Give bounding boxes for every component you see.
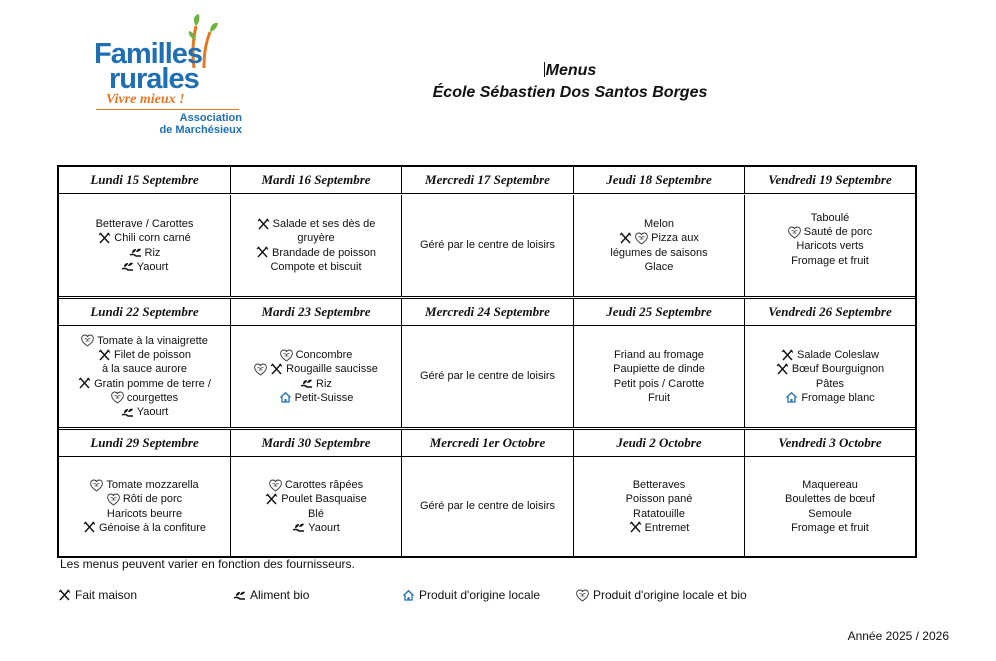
day-header: Jeudi 2 Octobre [574, 430, 745, 456]
menu-item: Gratin pomme de terre / [78, 377, 211, 391]
menu-item: légumes de saisons [610, 246, 708, 259]
supplier-note: Les menus peuvent varier en fonction des fournisseurs. [60, 557, 355, 571]
menu-item: Concombre [280, 348, 353, 362]
menu-item: Yaourt [292, 521, 340, 535]
fait-maison-icon [629, 521, 642, 534]
menu-item: Maquereau [802, 479, 858, 492]
menu-cell [574, 457, 745, 556]
menu-table [57, 165, 917, 558]
menu-cell [574, 195, 745, 296]
locale-bio-icon [90, 479, 103, 492]
day-header: Vendredi 3 Octobre [778, 435, 882, 450]
day-header: Mercredi 17 Septembre [402, 167, 574, 193]
fait-maison-icon [619, 232, 632, 245]
locale-icon [402, 589, 415, 602]
menu-item: Sauté de porc [788, 225, 873, 239]
bio-icon [129, 246, 142, 259]
menu-item: Melon [644, 218, 674, 231]
menu-item: Pizza aux [619, 231, 699, 245]
menu-item: Brandade de poisson [256, 246, 376, 260]
menu-item: Carottes râpées [269, 478, 363, 492]
logo-association [122, 112, 242, 136]
menu-cell [59, 457, 231, 556]
locale-bio-icon [254, 363, 267, 376]
locale-bio-icon [576, 589, 589, 602]
menu-item: Blé [308, 507, 324, 520]
week-2-menu-row [59, 326, 915, 428]
locale-bio-icon [269, 479, 282, 492]
fait-maison-icon [270, 363, 283, 376]
menu-item: Riz [300, 377, 332, 391]
menu-item: Filet de poisson [98, 348, 191, 362]
menu-item: Riz [129, 246, 161, 260]
menu-cell [402, 326, 574, 427]
menu-item: Entremet [629, 521, 690, 535]
fait-maison-icon [265, 493, 278, 506]
menu-cell [402, 457, 574, 556]
menu-item: Taboulé [810, 212, 850, 224]
logo-divider [96, 109, 239, 110]
fait-maison-icon [257, 218, 270, 231]
menu-item: Tomate mozzarella [90, 478, 198, 492]
day-header: Jeudi 25 Septembre [574, 299, 745, 325]
school-year: Année 2025 / 2026 [847, 629, 949, 643]
menu-cell [59, 195, 231, 296]
fait-maison-icon [98, 232, 111, 245]
menu-item: gruyère [297, 232, 335, 245]
menu-item: Ratatouille [633, 507, 685, 520]
text-cursor [544, 62, 545, 77]
legend-locale [402, 588, 540, 602]
legend-fait-maison [58, 588, 137, 602]
menu-item: Semoule [808, 507, 852, 520]
fait-maison-icon [83, 521, 96, 534]
association-logo [92, 12, 252, 140]
legend-label: Fait maison [75, 588, 138, 602]
menu-cell [745, 195, 915, 296]
bio-icon [292, 521, 305, 534]
menu-item: Betteraves [632, 479, 686, 492]
logo-word-familles: Familles [94, 38, 203, 70]
menu-item: Géré par le centre de loisirs [419, 370, 556, 383]
locale-icon [279, 391, 292, 404]
locale-bio-icon [788, 226, 801, 239]
bio-icon [121, 406, 134, 419]
title-school: École Sébastien Dos Santos Borges [432, 84, 708, 101]
week-1-header-row [59, 167, 915, 194]
menu-item: Génoise à la confiture [83, 521, 206, 535]
menu-item: courgettes [111, 391, 178, 405]
day-header: Lundi 29 Septembre [59, 430, 231, 456]
legend-label: Aliment bio [250, 588, 310, 602]
locale-bio-icon [280, 349, 293, 362]
menu-item: Yaourt [121, 260, 169, 274]
week-2-header-row [59, 298, 915, 326]
day-header: Lundi 15 Septembre [59, 167, 231, 193]
day-header: Mercredi 24 Septembre [402, 299, 574, 325]
logo-association-line2: de Marchésieux [159, 124, 242, 136]
menu-item: Betterave / Carottes [95, 218, 194, 231]
bio-icon [233, 589, 246, 602]
menu-cell [231, 457, 402, 556]
menu-item: Friand au fromage [614, 349, 704, 362]
menu-item: Bœuf Bourguignon [776, 362, 884, 376]
legend-label: Produit d'origine locale [419, 588, 541, 602]
menu-item: Salade et ses dès de [257, 217, 376, 231]
menu-item: Fromage et fruit [791, 521, 869, 534]
menu-item: Paupiette de dinde [613, 363, 705, 376]
menu-item: Géré par le centre de loisirs [419, 239, 556, 252]
legend-locale-bio [576, 588, 747, 602]
menu-item: Boulettes de bœuf [785, 493, 875, 506]
menu-item: Yaourt [121, 405, 169, 419]
menu-item: Haricots beurre [106, 507, 183, 520]
menu-item: Tomate à la vinaigrette [81, 334, 208, 348]
legend-label: Produit d'origine locale et bio [593, 588, 747, 602]
bio-icon [300, 377, 313, 390]
menu-item: Géré par le centre de loisirs [419, 500, 556, 513]
week-1-menu-row [59, 195, 915, 297]
menu-item: Poisson pané [625, 493, 693, 506]
locale-bio-icon [107, 493, 120, 506]
menu-item: Fromage et fruit [791, 254, 869, 267]
fait-maison-icon [78, 377, 91, 390]
menu-cell [745, 326, 915, 427]
menu-item: Haricots verts [796, 240, 864, 253]
menu-item: à la sauce aurore [102, 363, 187, 376]
day-header: Mercredi 1er Octobre [402, 430, 574, 456]
week-3-header-row [59, 429, 915, 457]
day-header: Mardi 30 Septembre [231, 430, 402, 456]
bio-icon [121, 260, 134, 273]
title-menus: Menus [545, 62, 597, 79]
day-header: Vendredi 19 Septembre [768, 172, 892, 187]
menu-item: Salade Coleslaw [781, 348, 879, 362]
day-header: Vendredi 26 Septembre [768, 304, 892, 319]
locale-icon [785, 391, 798, 404]
logo-word-rurales: rurales [109, 63, 199, 95]
week-3-menu-row [59, 457, 915, 556]
menu-cell [59, 326, 231, 427]
fait-maison-icon [98, 349, 111, 362]
day-header: Mardi 16 Septembre [231, 167, 402, 193]
legend-bio [233, 588, 309, 602]
locale-bio-icon [635, 232, 648, 245]
menu-cell [231, 326, 402, 427]
menu-item: Chili corn carné [98, 231, 190, 245]
menu-item: Fromage blanc [785, 391, 874, 405]
menu-cell [231, 195, 402, 296]
fait-maison-icon [58, 589, 71, 602]
menu-item: Pâtes [815, 377, 845, 390]
menu-item: Petit-Suisse [279, 391, 354, 405]
locale-bio-icon [81, 334, 94, 347]
menu-cell [745, 457, 915, 556]
day-header: Jeudi 18 Septembre [574, 167, 745, 193]
page-title [380, 60, 760, 104]
locale-bio-icon [111, 391, 124, 404]
fait-maison-icon [256, 246, 269, 259]
menu-item: Petit pois / Carotte [613, 377, 705, 390]
fait-maison-icon [776, 363, 789, 376]
menu-item: Rougaille saucisse [254, 362, 378, 376]
menu-cell [402, 195, 574, 296]
logo-association-line1: Association [179, 112, 242, 124]
menu-item: Glace [644, 260, 674, 273]
fait-maison-icon [781, 349, 794, 362]
menu-item: Rôti de porc [107, 492, 182, 506]
day-header: Lundi 22 Septembre [59, 299, 231, 325]
menu-item: Compote et biscuit [270, 260, 362, 273]
menu-item: Fruit [648, 391, 670, 404]
day-header: Mardi 23 Septembre [231, 299, 402, 325]
menu-item: Poulet Basquaise [265, 492, 367, 506]
logo-tagline: Vivre mieux ! [106, 92, 185, 107]
menu-cell [574, 326, 745, 427]
